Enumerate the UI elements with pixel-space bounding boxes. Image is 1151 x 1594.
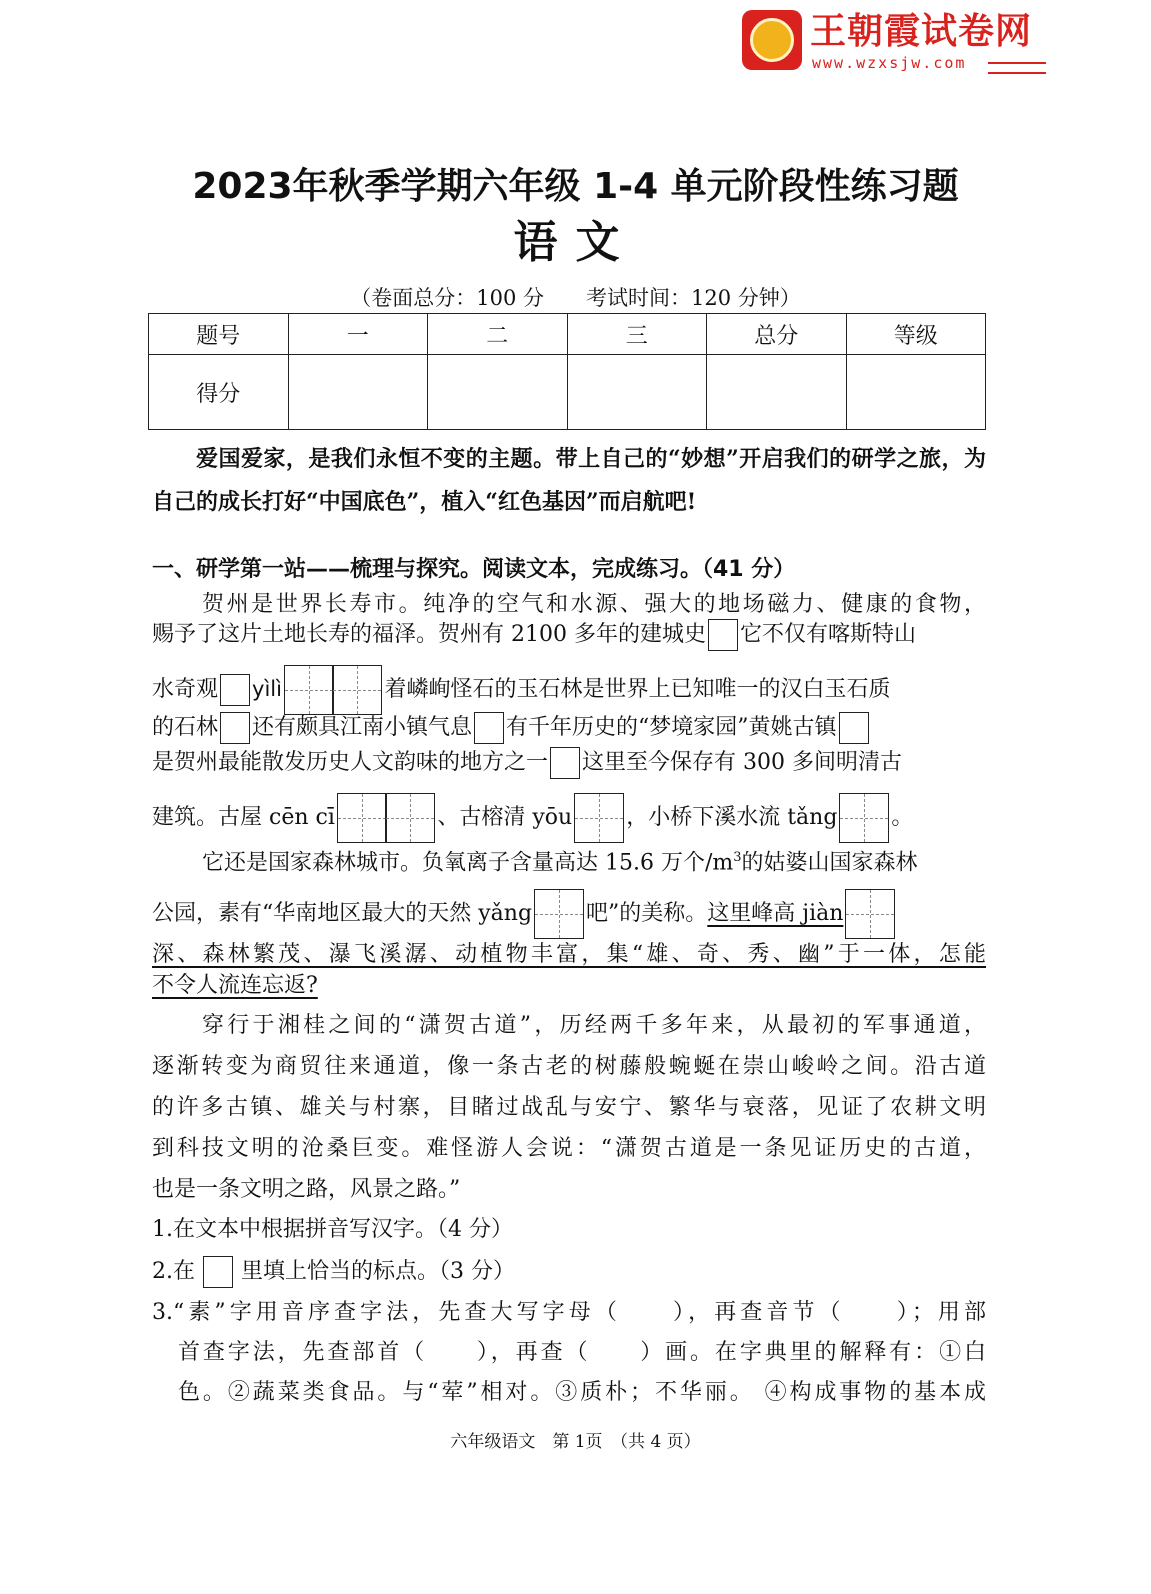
passage-line: 贺州是世界长寿市。纯净的空气和水源、强大的地场磁力、健康的食物，: [202, 592, 986, 617]
seal-icon: [742, 10, 802, 70]
exam-meta: （卷面总分：100 分 考试时间：120 分钟）: [350, 286, 801, 310]
passage-line: 它还是国家森林城市。负氧离子含量高达 15.6 万个$/m^3$的姑婆山国家森林: [202, 850, 918, 876]
score-cell[interactable]: [428, 355, 568, 430]
pinyin-writing-grid[interactable]: [845, 889, 895, 939]
pinyin-writing-grid[interactable]: [337, 793, 436, 843]
pinyin-writing-grid[interactable]: [839, 793, 889, 843]
passage-line: 赐予了这片土地长寿的福泽。贺州有 2100 多年的建城史 它不仅有喀斯特山: [152, 617, 986, 653]
passage-line: 的许多古镇、雄关与村寨，目睹过战乱与安宁、繁华与衰落，见证了农耕文明: [152, 1095, 986, 1120]
punctuation-box[interactable]: [220, 712, 250, 744]
score-cell[interactable]: [288, 355, 428, 430]
passage-line: 的石林 还有颇具江南小镇气息 有千年历史的“梦境家园”黄姚古镇: [152, 710, 986, 746]
score-header-cell: 三: [567, 314, 707, 355]
score-cell[interactable]: [567, 355, 707, 430]
punctuation-box[interactable]: [220, 674, 250, 706]
passage-line: 也是一条文明之路，风景之路。”: [152, 1177, 461, 1202]
score-table: [148, 313, 986, 430]
question-3-line: 3.“素”字用音序查字法，先查大写字母（ ），再查音节（ ）；用部: [152, 1300, 986, 1325]
pinyin-writing-grid[interactable]: [534, 889, 584, 939]
question-3-line: 色。②蔬菜类食品。与“荤”相对。③质朴；不华丽。 ④构成事物的基本成: [178, 1380, 986, 1405]
score-header-cell: 总分: [707, 314, 847, 355]
site-logo: [742, 10, 1052, 74]
score-cell[interactable]: [707, 355, 847, 430]
punctuation-box[interactable]: [708, 619, 738, 651]
question-2: 2.在 里填上恰当的标点。（3 分）: [152, 1254, 986, 1290]
question-1: 1.在文本中根据拼音写汉字。（4 分）: [152, 1217, 513, 1242]
score-row-label: 得分: [149, 355, 289, 430]
punctuation-box: [203, 1256, 233, 1288]
passage-line: 深、森林繁茂、瀑飞溪潺、动植物丰富，集“雄、奇、秀、幽”于一体，怎能: [152, 942, 986, 967]
section-1-heading: 一、研学第一站——梳理与探究。阅读文本，完成练习。（41 分）: [152, 557, 796, 582]
passage-line: 是贺州最能散发历史人文韵味的地方之一 这里至今保存有 300 多间明清古: [152, 745, 986, 781]
intro-paragraph: 爱国爱家，是我们永恒不变的主题。带上自己的“妙想”开启我们的研学之旅，为自己的成长打好“中国底色”，植入“红色基因”而启航吧!: [152, 446, 986, 515]
punctuation-box[interactable]: [839, 712, 869, 744]
score-table-row: [149, 355, 986, 430]
score-header-cell: 二: [428, 314, 568, 355]
logo-decoration: [988, 62, 1046, 74]
score-header-cell: 等级: [846, 314, 986, 355]
passage-line: 公园，素有“华南地区最大的天然 yǎng 吧”的美称。这里峰高 jiàn: [152, 889, 986, 925]
passage-line: 建筑。古屋 cēn cī 、古榕清 yōu ，小桥下溪水流 tǎng 。: [152, 793, 986, 829]
passage-line: 逐渐转变为商贸往来通道，像一条古老的树藤般蜿蜒在崇山峻岭之间。沿古道: [152, 1054, 986, 1079]
passage-line: 水奇观 yìlì 着嶙峋怪石的玉石林是世界上已知唯一的汉白玉石质: [152, 665, 986, 701]
passage-line: 穿行于湘桂之间的“潇贺古道”，历经两千多年来，从最初的军事通道，: [202, 1013, 986, 1038]
logo-url: www.wzxsjw.com: [812, 54, 967, 72]
exam-subject: 语文: [513, 217, 638, 268]
punctuation-box[interactable]: [550, 747, 580, 779]
score-header-cell: 一: [288, 314, 428, 355]
question-3-line: 首查字法，先查部首（ ），再查（ ）画。在字典里的解释有：①白: [178, 1340, 986, 1365]
punctuation-box[interactable]: [474, 712, 504, 744]
score-header-cell: 题号: [149, 314, 289, 355]
score-cell[interactable]: [846, 355, 986, 430]
page-footer: 六年级语文 第 1页 （共 4 页）: [450, 1432, 701, 1452]
passage-line: 到科技文明的沧桑巨变。难怪游人会说：“潇贺古道是一条见证历史的古道，: [152, 1136, 986, 1161]
pinyin-writing-grid[interactable]: [284, 665, 383, 715]
logo-name: 王朝霞试卷网: [810, 11, 1033, 52]
score-table-header: [149, 314, 986, 355]
exam-title: 2023年秋季学期六年级 1-4 单元阶段性练习题: [192, 166, 959, 207]
pinyin-writing-grid[interactable]: [574, 793, 624, 843]
passage-line: 不令人流连忘返?: [152, 973, 318, 998]
